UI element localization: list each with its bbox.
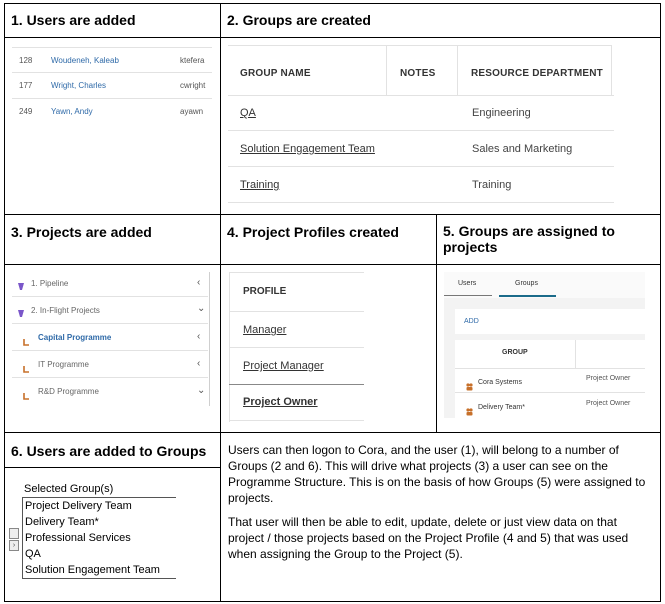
row-divider bbox=[4, 214, 661, 215]
table-top-border bbox=[229, 272, 364, 273]
tab-groups[interactable]: Groups bbox=[515, 280, 538, 287]
row-border bbox=[229, 420, 364, 421]
cell-title-groups: 2. Groups are created bbox=[227, 12, 371, 28]
list-top-border bbox=[12, 47, 212, 48]
cell-title-user-groups: 6. Users are added to Groups bbox=[11, 443, 207, 459]
chevron-down-icon[interactable]: ⌄ bbox=[197, 303, 206, 314]
selected-groups-label: Selected Group(s) bbox=[24, 483, 114, 495]
cell-title-users: 1. Users are added bbox=[11, 12, 136, 28]
row-border bbox=[228, 130, 614, 131]
group-dept: Engineering bbox=[472, 107, 531, 119]
row-border bbox=[12, 98, 212, 99]
group-link-cora-systems[interactable]: Cora Systems bbox=[478, 379, 522, 386]
col-border bbox=[575, 340, 576, 368]
list-item[interactable]: Solution Engagement Team bbox=[25, 564, 160, 576]
user-login: ayawn bbox=[180, 107, 204, 116]
scrollbar[interactable] bbox=[209, 272, 210, 406]
programme-icon bbox=[23, 360, 30, 368]
row-divider bbox=[4, 37, 661, 38]
nav-item-pipeline[interactable]: 1. Pipeline bbox=[31, 279, 69, 288]
col-border bbox=[611, 45, 612, 95]
row-border bbox=[228, 166, 614, 167]
user-login: cwright bbox=[180, 81, 206, 90]
inflight-icon bbox=[17, 305, 25, 314]
add-bar bbox=[455, 309, 645, 334]
move-button[interactable] bbox=[9, 528, 19, 539]
col-divider bbox=[220, 3, 221, 602]
profile-link-project-owner[interactable]: Project Owner bbox=[243, 396, 318, 408]
nav-item-it-programme[interactable]: IT Programme bbox=[38, 360, 89, 369]
tab-users[interactable]: Users bbox=[458, 280, 477, 287]
user-name-link[interactable]: Woudeneh, Kaleab bbox=[51, 56, 119, 65]
table-top-border bbox=[228, 45, 612, 46]
user-login: ktefera bbox=[180, 56, 205, 65]
row-border bbox=[12, 377, 208, 378]
move-right-icon[interactable]: › bbox=[9, 540, 19, 551]
group-link-delivery-team[interactable]: Delivery Team* bbox=[478, 404, 525, 411]
group-link-solution-engagement[interactable]: Solution Engagement Team bbox=[240, 143, 375, 155]
profile-link-project-manager[interactable]: Project Manager bbox=[243, 360, 324, 372]
user-id: 128 bbox=[19, 56, 33, 65]
programme-icon bbox=[23, 333, 30, 341]
row-divider bbox=[4, 432, 661, 433]
row-divider bbox=[4, 264, 661, 265]
cell-title-projects: 3. Projects are added bbox=[11, 224, 152, 240]
col-header-group[interactable]: GROUP bbox=[502, 349, 528, 356]
row-border bbox=[12, 350, 208, 351]
cell-title-assign-2: projects bbox=[443, 239, 498, 255]
pipeline-icon bbox=[17, 278, 25, 287]
tab-underline bbox=[444, 295, 492, 296]
col-header-notes[interactable]: NOTES bbox=[400, 68, 436, 79]
chevron-left-icon[interactable]: ‹ bbox=[197, 277, 201, 288]
group-icon bbox=[466, 403, 473, 412]
chevron-down-icon[interactable]: ⌄ bbox=[197, 385, 206, 396]
group-profile: Project Owner bbox=[586, 375, 631, 382]
col-divider-row2 bbox=[436, 214, 437, 432]
cell-title-profiles: 4. Project Profiles created bbox=[227, 224, 399, 240]
row-border bbox=[12, 72, 212, 73]
row-border bbox=[229, 347, 364, 348]
nav-item-inflight[interactable]: 2. In-Flight Projects bbox=[31, 306, 100, 315]
row-border bbox=[229, 311, 364, 312]
list-item[interactable]: QA bbox=[25, 548, 41, 560]
user-name-link[interactable]: Yawn, Andy bbox=[51, 107, 93, 116]
user-id: 177 bbox=[19, 81, 33, 90]
list-item[interactable]: Delivery Team* bbox=[25, 516, 99, 528]
list-item[interactable]: Professional Services bbox=[25, 532, 131, 544]
chevron-left-icon[interactable]: ‹ bbox=[197, 358, 201, 369]
row-border bbox=[12, 323, 208, 324]
col-header-group-name[interactable]: GROUP NAME bbox=[240, 68, 311, 79]
list-item[interactable]: Project Delivery Team bbox=[25, 500, 132, 512]
row-divider bbox=[4, 467, 220, 468]
chevron-left-icon[interactable]: ‹ bbox=[197, 331, 201, 342]
description-paragraph-1: Users can then logon to Cora, and the user (1), will belong to a number of Groups (2 and 6). This will drive what projects (3) a user can see on the Programme Structure. This is on the basis of how Groups (5) were assigned to projects. bbox=[228, 443, 646, 505]
row-border bbox=[12, 296, 208, 297]
profile-link-manager[interactable]: Manager bbox=[243, 324, 287, 336]
nav-item-capital-programme[interactable]: Capital Programme bbox=[38, 333, 112, 342]
group-link-training[interactable]: Training bbox=[240, 179, 280, 191]
tab-active-underline bbox=[499, 295, 556, 297]
row-border bbox=[455, 392, 645, 393]
row-border bbox=[229, 384, 364, 385]
nav-item-rd-programme[interactable]: R&D Programme bbox=[38, 387, 99, 396]
programme-icon bbox=[23, 387, 30, 395]
group-profile: Project Owner bbox=[586, 400, 631, 407]
user-id: 249 bbox=[19, 107, 33, 116]
col-border bbox=[386, 45, 387, 95]
user-name-link[interactable]: Wright, Charles bbox=[51, 81, 106, 90]
description-paragraph-2: That user will then be able to edit, update, delete or just view data on that project / those projects based on the Project Profile (4 and 5) that was used when assigning the Group to the Project (5). bbox=[228, 515, 629, 561]
add-button[interactable]: ADD bbox=[464, 318, 479, 325]
row-border bbox=[228, 95, 614, 96]
col-header-resource-department[interactable]: RESOURCE DEPARTMENT bbox=[471, 68, 603, 79]
group-link-qa[interactable]: QA bbox=[240, 107, 256, 119]
row-border bbox=[228, 202, 614, 203]
group-dept: Training bbox=[472, 179, 512, 191]
group-dept: Sales and Marketing bbox=[472, 143, 573, 155]
row-border bbox=[455, 368, 645, 369]
group-icon bbox=[466, 378, 473, 387]
col-border bbox=[457, 45, 458, 95]
col-header-profile[interactable]: PROFILE bbox=[243, 286, 287, 297]
cell-title-assign-1: 5. Groups are assigned to bbox=[443, 223, 615, 239]
